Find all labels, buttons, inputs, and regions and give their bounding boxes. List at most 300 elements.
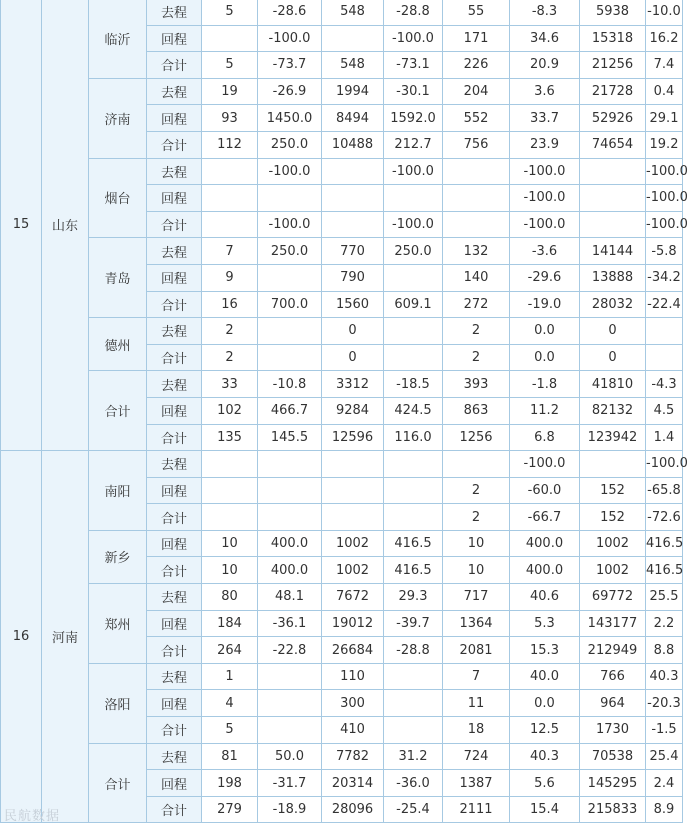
direction-label: 回程 (147, 690, 202, 717)
value-cell: 21256 (580, 52, 646, 79)
value-cell (580, 158, 646, 185)
direction-label: 合计 (147, 637, 202, 664)
value-cell: 0 (322, 344, 384, 371)
value-cell: -5.8 (646, 238, 683, 265)
value-cell: 2 (443, 318, 510, 345)
value-cell: 4 (202, 690, 258, 717)
value-cell: 23.9 (510, 131, 580, 158)
value-cell (202, 477, 258, 504)
value-cell: 171 (443, 25, 510, 52)
value-cell: -22.4 (646, 291, 683, 318)
value-cell: 10 (443, 530, 510, 557)
value-cell: 123942 (580, 424, 646, 451)
value-cell (384, 504, 443, 531)
value-cell (443, 211, 510, 238)
value-cell: 140 (443, 264, 510, 291)
value-cell: 2 (443, 504, 510, 531)
value-cell: 184 (202, 610, 258, 637)
value-cell: -100.0 (646, 185, 683, 212)
value-cell: 400.0 (258, 557, 322, 584)
table-row (1, 584, 683, 611)
value-cell: 7672 (322, 584, 384, 611)
city-name: 青岛 (89, 238, 147, 318)
value-cell: 81 (202, 743, 258, 770)
direction-label: 回程 (147, 397, 202, 424)
value-cell: 145.5 (258, 424, 322, 451)
value-cell: 5.3 (510, 610, 580, 637)
value-cell (258, 690, 322, 717)
value-cell: 52926 (580, 105, 646, 132)
value-cell (580, 185, 646, 212)
city-name: 合计 (89, 371, 147, 451)
value-cell (258, 318, 322, 345)
table-row (1, 743, 683, 770)
value-cell: -4.3 (646, 371, 683, 398)
value-cell: 1364 (443, 610, 510, 637)
direction-label: 合计 (147, 717, 202, 744)
value-cell: -100.0 (258, 25, 322, 52)
value-cell: 1560 (322, 291, 384, 318)
direction-label: 合计 (147, 131, 202, 158)
value-cell: 152 (580, 477, 646, 504)
value-cell: 250.0 (258, 131, 322, 158)
value-cell (322, 477, 384, 504)
value-cell: 766 (580, 663, 646, 690)
direction-label: 回程 (147, 264, 202, 291)
value-cell: 40.3 (510, 743, 580, 770)
value-cell (258, 504, 322, 531)
table-row (1, 663, 683, 690)
value-cell (202, 504, 258, 531)
city-name: 济南 (89, 78, 147, 158)
value-cell: 1730 (580, 717, 646, 744)
value-cell: 11 (443, 690, 510, 717)
value-cell (580, 451, 646, 478)
value-cell: 548 (322, 52, 384, 79)
value-cell: 6.8 (510, 424, 580, 451)
value-cell: 416.5 (384, 530, 443, 557)
value-cell: 40.6 (510, 584, 580, 611)
value-cell: 416.5 (646, 530, 683, 557)
value-cell: 1002 (322, 557, 384, 584)
direction-label: 合计 (147, 344, 202, 371)
city-name: 南阳 (89, 451, 147, 531)
value-cell: -100.0 (510, 211, 580, 238)
value-cell: 16.2 (646, 25, 683, 52)
value-cell: 82132 (580, 397, 646, 424)
value-cell: 14144 (580, 238, 646, 265)
value-cell: 3.6 (510, 78, 580, 105)
value-cell: 135 (202, 424, 258, 451)
value-cell (580, 211, 646, 238)
direction-label: 回程 (147, 770, 202, 797)
value-cell: -1.8 (510, 371, 580, 398)
value-cell: 25.5 (646, 584, 683, 611)
value-cell: 2 (443, 477, 510, 504)
value-cell (258, 451, 322, 478)
value-cell: -8.3 (510, 0, 580, 25)
value-cell: -100.0 (510, 158, 580, 185)
value-cell: 0 (322, 318, 384, 345)
city-name: 合计 (89, 743, 147, 823)
direction-label: 回程 (147, 185, 202, 212)
value-cell (202, 185, 258, 212)
value-cell: -100.0 (384, 25, 443, 52)
value-cell: 41810 (580, 371, 646, 398)
value-cell: 466.7 (258, 397, 322, 424)
value-cell: 15318 (580, 25, 646, 52)
value-cell: 29.1 (646, 105, 683, 132)
province-name: 河南 (42, 451, 89, 823)
value-cell: -100.0 (258, 158, 322, 185)
value-cell: 10488 (322, 131, 384, 158)
value-cell (258, 717, 322, 744)
value-cell: -100.0 (384, 158, 443, 185)
value-cell: 29.3 (384, 584, 443, 611)
value-cell: 204 (443, 78, 510, 105)
value-cell: 2.2 (646, 610, 683, 637)
value-cell: -10.8 (258, 371, 322, 398)
value-cell: 1.4 (646, 424, 683, 451)
direction-label: 去程 (147, 371, 202, 398)
value-cell: 2111 (443, 796, 510, 823)
value-cell: 145295 (580, 770, 646, 797)
value-cell (202, 25, 258, 52)
value-cell: 152 (580, 504, 646, 531)
value-cell: 102 (202, 397, 258, 424)
value-cell: 7 (202, 238, 258, 265)
value-cell: -18.9 (258, 796, 322, 823)
value-cell: 0.0 (510, 318, 580, 345)
value-cell: 4.5 (646, 397, 683, 424)
value-cell: 717 (443, 584, 510, 611)
value-cell (202, 158, 258, 185)
table-row (1, 451, 683, 478)
value-cell: 2 (443, 344, 510, 371)
value-cell: -65.8 (646, 477, 683, 504)
value-cell (646, 318, 683, 345)
value-cell (258, 344, 322, 371)
value-cell: 279 (202, 796, 258, 823)
direction-label: 去程 (147, 0, 202, 25)
value-cell: 2 (202, 318, 258, 345)
value-cell: 790 (322, 264, 384, 291)
value-cell: -28.8 (384, 0, 443, 25)
direction-label: 去程 (147, 451, 202, 478)
direction-label: 去程 (147, 238, 202, 265)
province-number: 15 (1, 0, 42, 451)
city-name: 新乡 (89, 530, 147, 583)
watermark-logo: 民航数据 (4, 809, 61, 824)
direction-label: 回程 (147, 105, 202, 132)
value-cell: 7.4 (646, 52, 683, 79)
table-row (1, 530, 683, 557)
value-cell: 40.3 (646, 663, 683, 690)
city-name: 临沂 (89, 0, 147, 78)
direction-label: 去程 (147, 743, 202, 770)
value-cell: 272 (443, 291, 510, 318)
value-cell: -26.9 (258, 78, 322, 105)
value-cell: -30.1 (384, 78, 443, 105)
value-cell: -1.5 (646, 717, 683, 744)
table-row (1, 238, 683, 265)
value-cell: 12596 (322, 424, 384, 451)
province-name: 山东 (42, 0, 89, 451)
direction-label: 合计 (147, 424, 202, 451)
value-cell: 8.9 (646, 796, 683, 823)
value-cell: 143177 (580, 610, 646, 637)
value-cell (258, 185, 322, 212)
value-cell: 0.0 (510, 344, 580, 371)
value-cell: -100.0 (646, 158, 683, 185)
value-cell: 21728 (580, 78, 646, 105)
value-cell (384, 185, 443, 212)
value-cell: -66.7 (510, 504, 580, 531)
value-cell: 13888 (580, 264, 646, 291)
value-cell: 756 (443, 131, 510, 158)
value-cell: 132 (443, 238, 510, 265)
city-name: 德州 (89, 318, 147, 371)
value-cell: 74654 (580, 131, 646, 158)
value-cell: 40.0 (510, 663, 580, 690)
value-cell: 25.4 (646, 743, 683, 770)
value-cell: 10 (202, 557, 258, 584)
value-cell: 552 (443, 105, 510, 132)
value-cell: -34.2 (646, 264, 683, 291)
value-cell: 33.7 (510, 105, 580, 132)
value-cell: 1002 (580, 557, 646, 584)
value-cell: 5.6 (510, 770, 580, 797)
value-cell: 20.9 (510, 52, 580, 79)
direction-label: 去程 (147, 78, 202, 105)
value-cell: 28032 (580, 291, 646, 318)
value-cell: 28096 (322, 796, 384, 823)
value-cell: 416.5 (646, 557, 683, 584)
value-cell (443, 185, 510, 212)
value-cell: 212.7 (384, 131, 443, 158)
value-cell: 12.5 (510, 717, 580, 744)
value-cell (258, 663, 322, 690)
value-cell: 400.0 (510, 557, 580, 584)
value-cell: -73.7 (258, 52, 322, 79)
value-cell: 10 (443, 557, 510, 584)
city-name: 烟台 (89, 158, 147, 238)
value-cell (384, 344, 443, 371)
value-cell: 7782 (322, 743, 384, 770)
direction-label: 去程 (147, 584, 202, 611)
value-cell: -100.0 (384, 211, 443, 238)
value-cell: -29.6 (510, 264, 580, 291)
value-cell: 69772 (580, 584, 646, 611)
value-cell: 70538 (580, 743, 646, 770)
value-cell: 116.0 (384, 424, 443, 451)
value-cell: 19 (202, 78, 258, 105)
value-cell: 16 (202, 291, 258, 318)
value-cell: 55 (443, 0, 510, 25)
value-cell (443, 451, 510, 478)
table-row (1, 318, 683, 345)
value-cell (322, 451, 384, 478)
value-cell: 1 (202, 663, 258, 690)
value-cell: 300 (322, 690, 384, 717)
value-cell: 410 (322, 717, 384, 744)
value-cell: -100.0 (510, 185, 580, 212)
value-cell: 112 (202, 131, 258, 158)
value-cell (258, 264, 322, 291)
value-cell: 215833 (580, 796, 646, 823)
value-cell: 26684 (322, 637, 384, 664)
value-cell: 5 (202, 52, 258, 79)
value-cell: 1592.0 (384, 105, 443, 132)
direction-label: 回程 (147, 610, 202, 637)
value-cell (646, 344, 683, 371)
value-cell (322, 504, 384, 531)
value-cell: -100.0 (646, 451, 683, 478)
value-cell: -18.5 (384, 371, 443, 398)
value-cell: 250.0 (384, 238, 443, 265)
value-cell: 1256 (443, 424, 510, 451)
value-cell: 0.0 (510, 690, 580, 717)
value-cell: -60.0 (510, 477, 580, 504)
value-cell: -28.6 (258, 0, 322, 25)
value-cell: 1450.0 (258, 105, 322, 132)
value-cell (322, 185, 384, 212)
direction-label: 去程 (147, 318, 202, 345)
value-cell: 416.5 (384, 557, 443, 584)
value-cell: 1994 (322, 78, 384, 105)
value-cell: 400.0 (510, 530, 580, 557)
value-cell: -10.0 (646, 0, 683, 25)
value-cell: 2.4 (646, 770, 683, 797)
table-body (1, 0, 688, 823)
value-cell: 5938 (580, 0, 646, 25)
value-cell: -28.8 (384, 637, 443, 664)
value-cell: 212949 (580, 637, 646, 664)
value-cell (384, 451, 443, 478)
value-cell: 609.1 (384, 291, 443, 318)
direction-label: 合计 (147, 211, 202, 238)
value-cell: 80 (202, 584, 258, 611)
table-row (1, 78, 683, 105)
value-cell: 5 (202, 0, 258, 25)
value-cell: 0.4 (646, 78, 683, 105)
value-cell: 93 (202, 105, 258, 132)
value-cell (322, 211, 384, 238)
value-cell: -31.7 (258, 770, 322, 797)
value-cell: 19.2 (646, 131, 683, 158)
value-cell: -100.0 (258, 211, 322, 238)
direction-label: 回程 (147, 530, 202, 557)
value-cell: 424.5 (384, 397, 443, 424)
value-cell (322, 25, 384, 52)
table-row (1, 371, 683, 398)
value-cell: 264 (202, 637, 258, 664)
value-cell: -19.0 (510, 291, 580, 318)
direction-label: 合计 (147, 796, 202, 823)
direction-label: 合计 (147, 52, 202, 79)
value-cell: 48.1 (258, 584, 322, 611)
value-cell: -22.8 (258, 637, 322, 664)
direction-label: 合计 (147, 291, 202, 318)
value-cell: 9 (202, 264, 258, 291)
value-cell: 7 (443, 663, 510, 690)
value-cell: 964 (580, 690, 646, 717)
value-cell (202, 211, 258, 238)
value-cell (384, 477, 443, 504)
direction-label: 回程 (147, 25, 202, 52)
value-cell: 0 (580, 318, 646, 345)
value-cell: 250.0 (258, 238, 322, 265)
value-cell: -100.0 (510, 451, 580, 478)
value-cell (384, 663, 443, 690)
value-cell: 700.0 (258, 291, 322, 318)
value-cell: 2081 (443, 637, 510, 664)
value-cell: -3.6 (510, 238, 580, 265)
value-cell: 50.0 (258, 743, 322, 770)
value-cell: -39.7 (384, 610, 443, 637)
value-cell: 8494 (322, 105, 384, 132)
value-cell: 15.4 (510, 796, 580, 823)
value-cell: 3312 (322, 371, 384, 398)
value-cell: 11.2 (510, 397, 580, 424)
value-cell: 1387 (443, 770, 510, 797)
value-cell: 548 (322, 0, 384, 25)
direction-label: 合计 (147, 504, 202, 531)
value-cell: -36.1 (258, 610, 322, 637)
value-cell: 0 (580, 344, 646, 371)
value-cell: -73.1 (384, 52, 443, 79)
value-cell: -36.0 (384, 770, 443, 797)
direction-label: 合计 (147, 557, 202, 584)
value-cell: -72.6 (646, 504, 683, 531)
value-cell: 110 (322, 663, 384, 690)
value-cell: 1002 (322, 530, 384, 557)
value-cell: -100.0 (646, 211, 683, 238)
value-cell: 8.8 (646, 637, 683, 664)
value-cell (202, 451, 258, 478)
value-cell: 20314 (322, 770, 384, 797)
value-cell: 5 (202, 717, 258, 744)
direction-label: 去程 (147, 158, 202, 185)
table-row (1, 0, 683, 25)
value-cell (384, 318, 443, 345)
value-cell (384, 690, 443, 717)
city-name: 洛阳 (89, 663, 147, 743)
value-cell: 770 (322, 238, 384, 265)
value-cell: 400.0 (258, 530, 322, 557)
value-cell: 9284 (322, 397, 384, 424)
value-cell: 19012 (322, 610, 384, 637)
city-name: 郑州 (89, 584, 147, 664)
value-cell: 724 (443, 743, 510, 770)
value-cell: 33 (202, 371, 258, 398)
value-cell: 226 (443, 52, 510, 79)
value-cell: 393 (443, 371, 510, 398)
value-cell: 10 (202, 530, 258, 557)
value-cell (384, 264, 443, 291)
value-cell (443, 158, 510, 185)
value-cell: 863 (443, 397, 510, 424)
value-cell (258, 477, 322, 504)
value-cell: -20.3 (646, 690, 683, 717)
value-cell: 34.6 (510, 25, 580, 52)
direction-label: 去程 (147, 663, 202, 690)
table-row (1, 158, 683, 185)
direction-label: 回程 (147, 477, 202, 504)
value-cell (384, 717, 443, 744)
value-cell: -25.4 (384, 796, 443, 823)
province-number: 16 (1, 451, 42, 823)
